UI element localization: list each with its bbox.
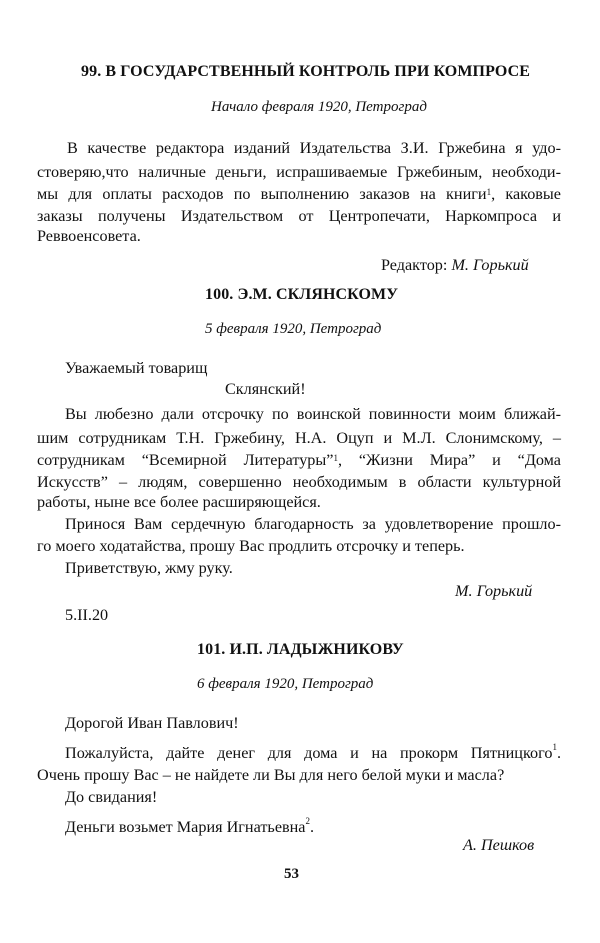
letter-99-line-4: заказы получены Издательством от Центропечати, Наркомпроса и <box>37 207 561 225</box>
letter-99-heading: 99. В ГОСУДАРСТВЕННЫЙ КОНТРОЛЬ ПРИ КОМПРОСЕ <box>81 63 531 80</box>
letter-99-line-2: стоверяю,что наличные деньги, испрашиваемые Гржебиным, необходи- <box>37 163 561 181</box>
letter-100-line-8: Приветствую, жму руку. <box>65 559 233 577</box>
letter-100-signature: М. Горький <box>455 582 533 600</box>
letter-100-line-5: работы, ныне все более расширяющейся. <box>37 493 321 511</box>
footnote-marker: 2 <box>305 816 310 826</box>
letter-99-signature: Редактор: М. Горький <box>381 256 529 274</box>
letter-100-line-3: сотрудникам “Всемирной Литературы”$^1$, “Жизни Мира” и “Дома <box>37 451 561 469</box>
letter-101-salutation: Дорогой Иван Павлович! <box>65 714 239 732</box>
letter-100-date: 5 февраля 1920, Петроград <box>205 321 382 337</box>
letter-100-line-2: шим сотрудникам Т.Н. Гржебину, Н.А. Оцуп и М.Л. Слонимскому, – <box>37 429 561 447</box>
letter-100-salutation-1: Уважаемый товарищ <box>65 359 208 377</box>
letter-100-heading: 100. Э.М. СКЛЯНСКОМУ <box>205 286 399 303</box>
letter-101-line-3: До свидания! <box>65 788 158 806</box>
letter-101-date: 6 февраля 1920, Петроград <box>197 676 374 692</box>
letter-99-line-1: В качестве редактора изданий Издательства З.И. Гржебина я удо- <box>67 139 561 157</box>
letter-101-heading: 101. И.П. ЛАДЫЖНИКОВУ <box>197 641 404 658</box>
letter-100-line-7: го моего ходатайства, прошу Вас продлить отсрочку и теперь. <box>37 537 465 555</box>
letter-100-line-1: Вы любезно дали отсрочку по воинской повинности моим ближай- <box>65 405 561 423</box>
letter-100-line-4: Искусств” – людям, совершенно необходимым в области культурной <box>37 473 561 491</box>
footnote-marker: 1 <box>333 453 338 463</box>
letter-99-date: Начало февраля 1920, Петроград <box>211 99 427 115</box>
letter-101-line-4: Деньги возьмет Мария Игнатьевна$^2$. <box>65 816 315 836</box>
letter-100-salutation-2: Склянский! <box>225 380 306 398</box>
footnote-marker: 1 <box>552 742 557 752</box>
letter-100-dateline: 5.II.20 <box>65 606 109 624</box>
letter-99-line-3: мы для оплаты расходов по выполнению заказов на книги$^1$, каковые <box>37 185 561 203</box>
letter-99-line-5: Реввоенсовета. <box>37 227 141 245</box>
letter-101-line-2: Очень прошу Вас – не найдете ли Вы для него белой муки и масла? <box>37 766 505 784</box>
letter-100-line-6: Принося Вам сердечную благодарность за удовлетворение прошло- <box>65 515 561 533</box>
page-number: 53 <box>284 866 299 882</box>
footnote-marker: 1 <box>486 187 492 197</box>
letter-101-line-1: Пожалуйста, дайте денег для дома и на прокорм Пятницкого$^1$. <box>65 742 561 762</box>
letter-101-signature: А. Пешков <box>463 836 535 854</box>
